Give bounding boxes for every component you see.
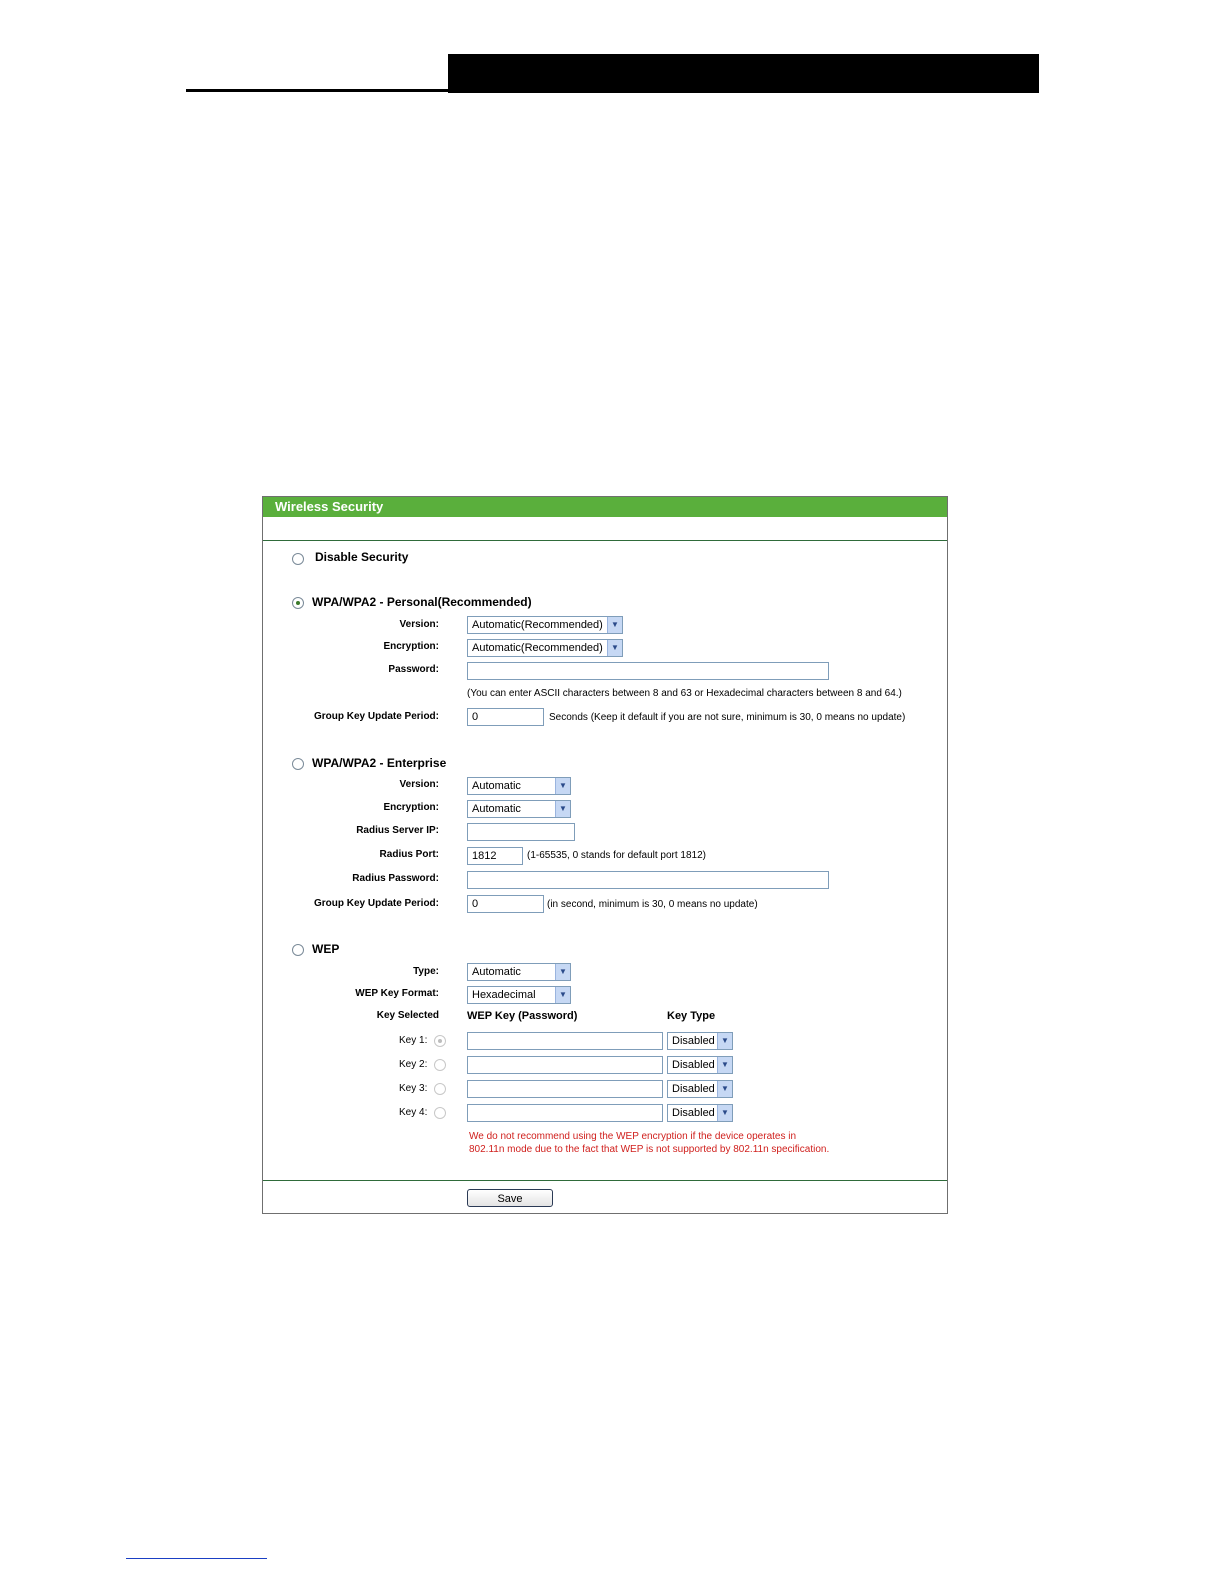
chevron-down-icon: ▼ xyxy=(717,1105,732,1121)
group-key-update-hint: Seconds (Keep it default if you are not sure, minimum is 30, 0 means no update) xyxy=(549,712,906,723)
key-1-type-select[interactable] xyxy=(667,1032,733,1050)
chevron-down-icon: ▼ xyxy=(555,987,570,1003)
key-4-label: Key 4: xyxy=(399,1107,428,1118)
wep-type-select[interactable] xyxy=(467,963,571,981)
ent-version-select[interactable] xyxy=(467,777,571,795)
chevron-down-icon: ▼ xyxy=(607,617,622,633)
ent-version-select-value: Automatic xyxy=(472,780,521,792)
ent-encryption-label: Encryption: xyxy=(383,802,439,813)
key-4-radio[interactable] xyxy=(434,1107,446,1119)
wep-key-format-select[interactable] xyxy=(467,986,571,1004)
wpa-personal-radio[interactable] xyxy=(292,597,304,609)
wep-key-format-select-value: Hexadecimal xyxy=(472,989,536,1001)
key-3-radio[interactable] xyxy=(434,1083,446,1095)
chevron-down-icon: ▼ xyxy=(555,964,570,980)
wep-type-select-value: Automatic xyxy=(472,966,521,978)
document-header-rule xyxy=(186,89,448,92)
key-2-radio[interactable] xyxy=(434,1059,446,1071)
wep-warning-line-1: We do not recommend using the WEP encryption if the device operates in xyxy=(469,1131,797,1142)
chevron-down-icon: ▼ xyxy=(717,1057,732,1073)
password-hint: (You can enter ASCII characters between 8 and 63 or Hexadecimal characters between 8 and 64.) xyxy=(467,688,902,699)
ent-group-key-update-input[interactable]: 0 xyxy=(467,895,544,913)
ent-group-key-update-hint: (in second, minimum is 30, 0 means no update) xyxy=(547,899,758,910)
key-1-type-value: Disabled xyxy=(672,1035,715,1047)
encryption-label: Encryption: xyxy=(383,641,439,652)
key-2-input[interactable] xyxy=(467,1056,663,1074)
password-input[interactable] xyxy=(467,662,829,680)
group-key-update-label: Group Key Update Period: xyxy=(313,711,439,722)
wpa-enterprise-title: WPA/WPA2 - Enterprise xyxy=(312,756,447,770)
radius-password-input[interactable] xyxy=(467,871,829,889)
wep-key-header: WEP Key (Password) xyxy=(467,1010,578,1022)
save-button[interactable]: Save xyxy=(467,1189,553,1207)
divider xyxy=(263,1180,947,1181)
encryption-select[interactable] xyxy=(467,639,623,657)
divider xyxy=(263,540,947,541)
key-3-input[interactable] xyxy=(467,1080,663,1098)
wep-key-format-label: WEP Key Format: xyxy=(355,988,439,999)
disable-security-label: Disable Security xyxy=(315,550,409,564)
ent-group-key-update-label: Group Key Update Period: xyxy=(313,898,439,909)
wireless-security-panel xyxy=(262,496,948,1214)
key-1-radio[interactable] xyxy=(434,1035,446,1047)
key-selected-header: Key Selected xyxy=(376,1010,439,1021)
key-3-type-value: Disabled xyxy=(672,1083,715,1095)
document-header-bar xyxy=(448,54,1039,93)
key-3-label: Key 3: xyxy=(399,1083,428,1094)
disable-security-radio[interactable] xyxy=(292,553,304,565)
chevron-down-icon: ▼ xyxy=(607,640,622,656)
key-4-input[interactable] xyxy=(467,1104,663,1122)
footer-link-underline xyxy=(126,1558,267,1559)
key-1-label: Key 1: xyxy=(399,1035,428,1046)
radius-port-input[interactable]: 1812 xyxy=(467,847,523,865)
wpa-personal-title: WPA/WPA2 - Personal(Recommended) xyxy=(312,595,532,609)
chevron-down-icon: ▼ xyxy=(555,778,570,794)
chevron-down-icon: ▼ xyxy=(717,1033,732,1049)
panel-title: Wireless Security xyxy=(263,497,947,517)
radius-password-label: Radius Password: xyxy=(352,873,439,884)
key-4-type-select[interactable] xyxy=(667,1104,733,1122)
radius-server-ip-input[interactable] xyxy=(467,823,575,841)
version-label: Version: xyxy=(399,619,439,630)
wep-title: WEP xyxy=(312,942,340,956)
ent-encryption-select-value: Automatic xyxy=(472,803,521,815)
chevron-down-icon: ▼ xyxy=(555,801,570,817)
key-type-header: Key Type xyxy=(667,1010,716,1022)
ent-encryption-select[interactable] xyxy=(467,800,571,818)
chevron-down-icon: ▼ xyxy=(717,1081,732,1097)
key-4-type-value: Disabled xyxy=(672,1107,715,1119)
radius-port-label: Radius Port: xyxy=(379,849,439,860)
radius-port-hint: (1-65535, 0 stands for default port 1812) xyxy=(527,850,707,861)
radius-server-ip-label: Radius Server IP: xyxy=(356,825,439,836)
group-key-update-input[interactable]: 0 xyxy=(467,708,544,726)
ent-version-label: Version: xyxy=(399,779,439,790)
key-2-type-select[interactable] xyxy=(667,1056,733,1074)
wep-warning-line-2: 802.11n mode due to the fact that WEP is not supported by 802.11n specification. xyxy=(469,1144,830,1155)
encryption-select-value: Automatic(Recommended) xyxy=(472,642,603,654)
wep-type-label: Type: xyxy=(413,966,439,977)
version-select[interactable] xyxy=(467,616,623,634)
wpa-enterprise-radio[interactable] xyxy=(292,758,304,770)
wep-radio[interactable] xyxy=(292,944,304,956)
key-1-input[interactable] xyxy=(467,1032,663,1050)
key-3-type-select[interactable] xyxy=(667,1080,733,1098)
key-2-type-value: Disabled xyxy=(672,1059,715,1071)
key-2-label: Key 2: xyxy=(399,1059,428,1070)
password-label: Password: xyxy=(388,664,439,675)
version-select-value: Automatic(Recommended) xyxy=(472,619,603,631)
